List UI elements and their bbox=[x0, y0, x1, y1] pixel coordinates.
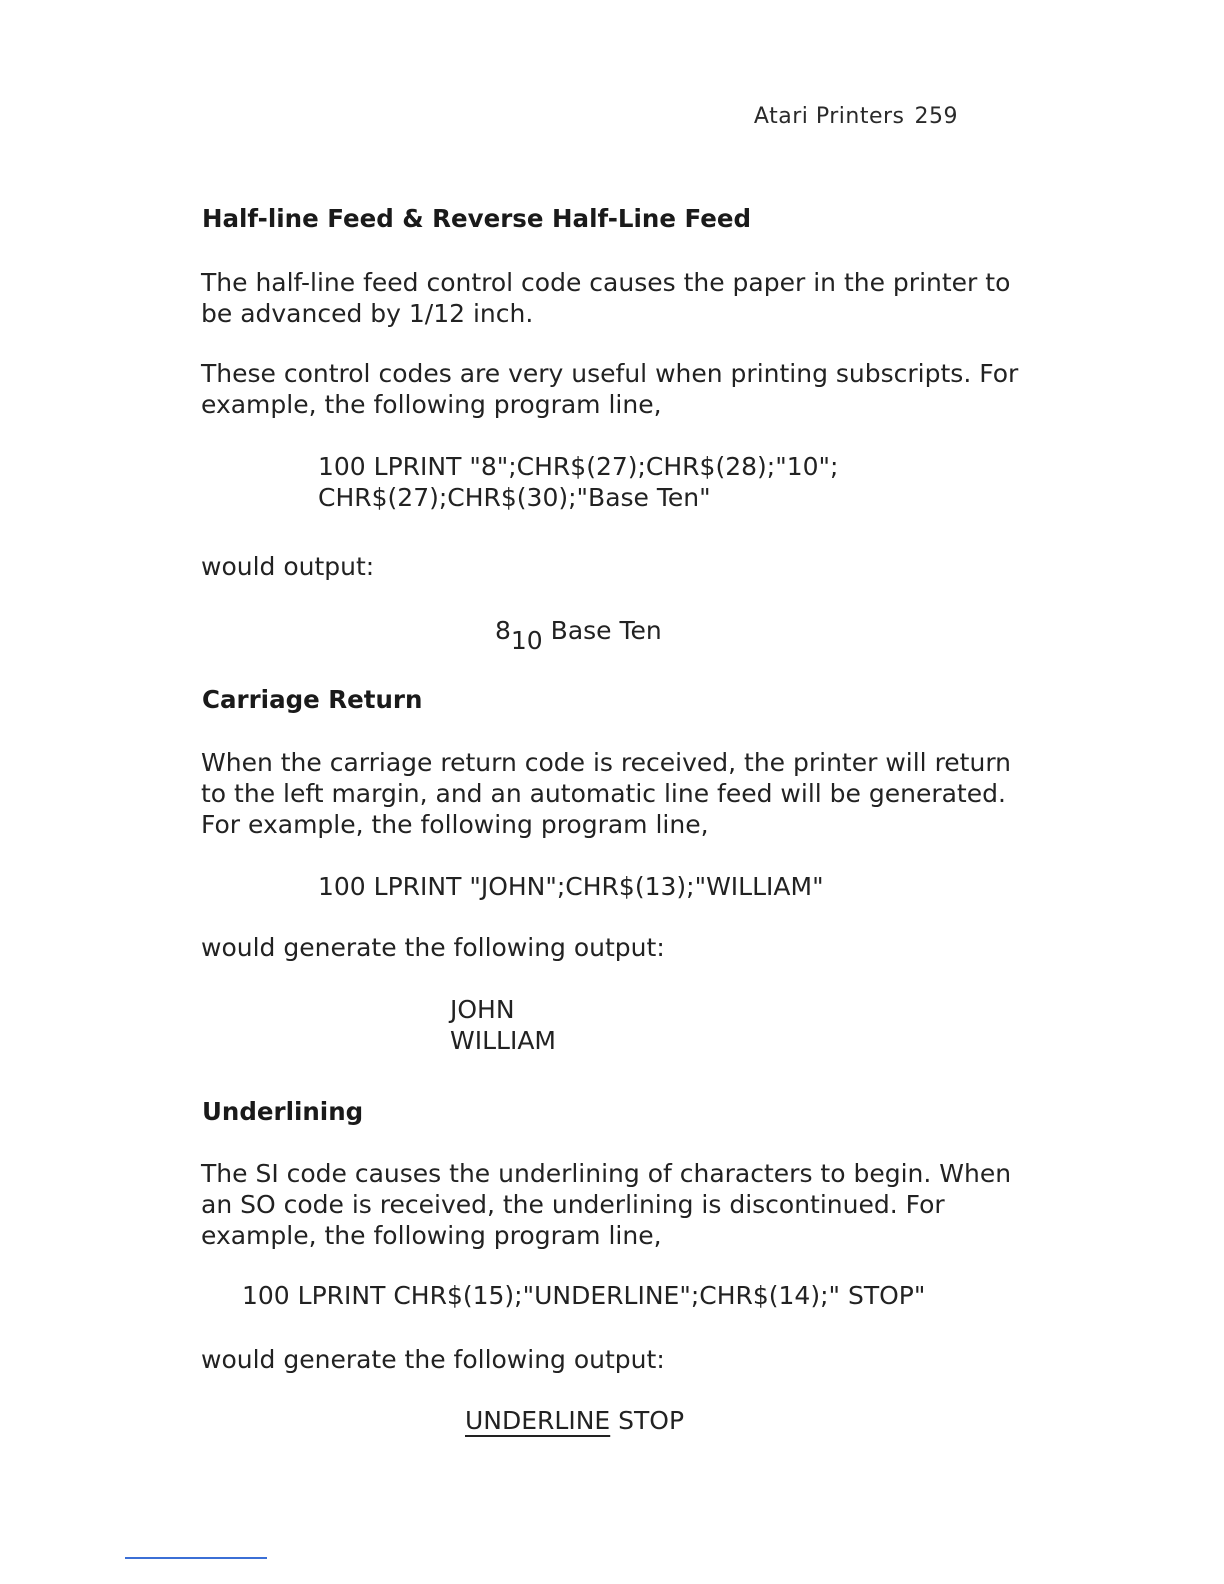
paragraph-line: The half-line feed control code causes the paper in the printer to bbox=[201, 268, 1011, 297]
paragraph-line: would output: bbox=[201, 552, 375, 581]
code-line: CHR$(27);CHR$(30);"Base Ten" bbox=[318, 483, 711, 512]
output-rest: Base Ten bbox=[542, 616, 662, 645]
paragraph-carriage-return bbox=[201, 747, 1012, 840]
lead-underlining-output bbox=[201, 1344, 953, 1375]
code-line: 100 LPRINT "8";CHR$(27);CHR$(28);"10"; bbox=[318, 452, 839, 481]
heading-half-line-feed: Half-line Feed & Reverse Half-Line Feed bbox=[202, 204, 751, 233]
paragraph-line: example, the following program line, bbox=[201, 390, 662, 419]
output-carriage-return bbox=[450, 994, 556, 1056]
lead-would-output bbox=[201, 551, 953, 582]
paragraph-line: be advanced by 1/12 inch. bbox=[201, 299, 534, 328]
output-subscript: 10 bbox=[510, 626, 543, 655]
code-block-underlining bbox=[242, 1280, 925, 1311]
heading-underlining: Underlining bbox=[202, 1097, 364, 1126]
code-block-half-line bbox=[318, 451, 838, 513]
output-line: JOHN bbox=[450, 995, 515, 1024]
output-main: 8 bbox=[495, 616, 511, 645]
paragraph-line: For example, the following program line, bbox=[201, 810, 709, 839]
code-line: 100 LPRINT CHR$(15);"UNDERLINE";CHR$(14);" STOP" bbox=[242, 1281, 926, 1310]
paragraph-line: These control codes are very useful when printing subscripts. For bbox=[201, 359, 1019, 388]
paragraph-line: to the left margin, and an automatic line feed will be generated. bbox=[201, 779, 1006, 808]
paragraph-line: When the carriage return code is received, the printer will return bbox=[201, 748, 1012, 777]
output-underlined-text: UNDERLINE bbox=[465, 1406, 611, 1435]
paragraph-underlining bbox=[201, 1158, 1012, 1251]
paragraph-subscripts bbox=[201, 358, 1019, 420]
paragraph-line: would generate the following output: bbox=[201, 1345, 665, 1374]
output-line: WILLIAM bbox=[450, 1026, 556, 1055]
heading-carriage-return: Carriage Return bbox=[202, 685, 423, 714]
running-head bbox=[754, 104, 958, 129]
code-block-carriage-return bbox=[318, 871, 824, 902]
paragraph-line: would generate the following output: bbox=[201, 933, 665, 962]
output-rest: STOP bbox=[610, 1406, 685, 1435]
output-subscript-example bbox=[495, 615, 662, 655]
lead-carriage-return-output bbox=[201, 932, 953, 963]
page-number: 259 bbox=[914, 104, 958, 129]
footer-rule bbox=[125, 1557, 267, 1559]
code-line: 100 LPRINT "JOHN";CHR$(13);"WILLIAM" bbox=[318, 872, 824, 901]
paragraph-line: example, the following program line, bbox=[201, 1221, 662, 1250]
running-head-title: Atari Printers bbox=[753, 104, 905, 129]
paragraph-line: The SI code causes the underlining of characters to begin. When bbox=[201, 1159, 1012, 1188]
paragraph-half-line-intro bbox=[201, 267, 1011, 329]
paragraph-line: an SO code is received, the underlining is discontinued. For bbox=[201, 1190, 945, 1219]
output-underlining bbox=[465, 1405, 684, 1436]
